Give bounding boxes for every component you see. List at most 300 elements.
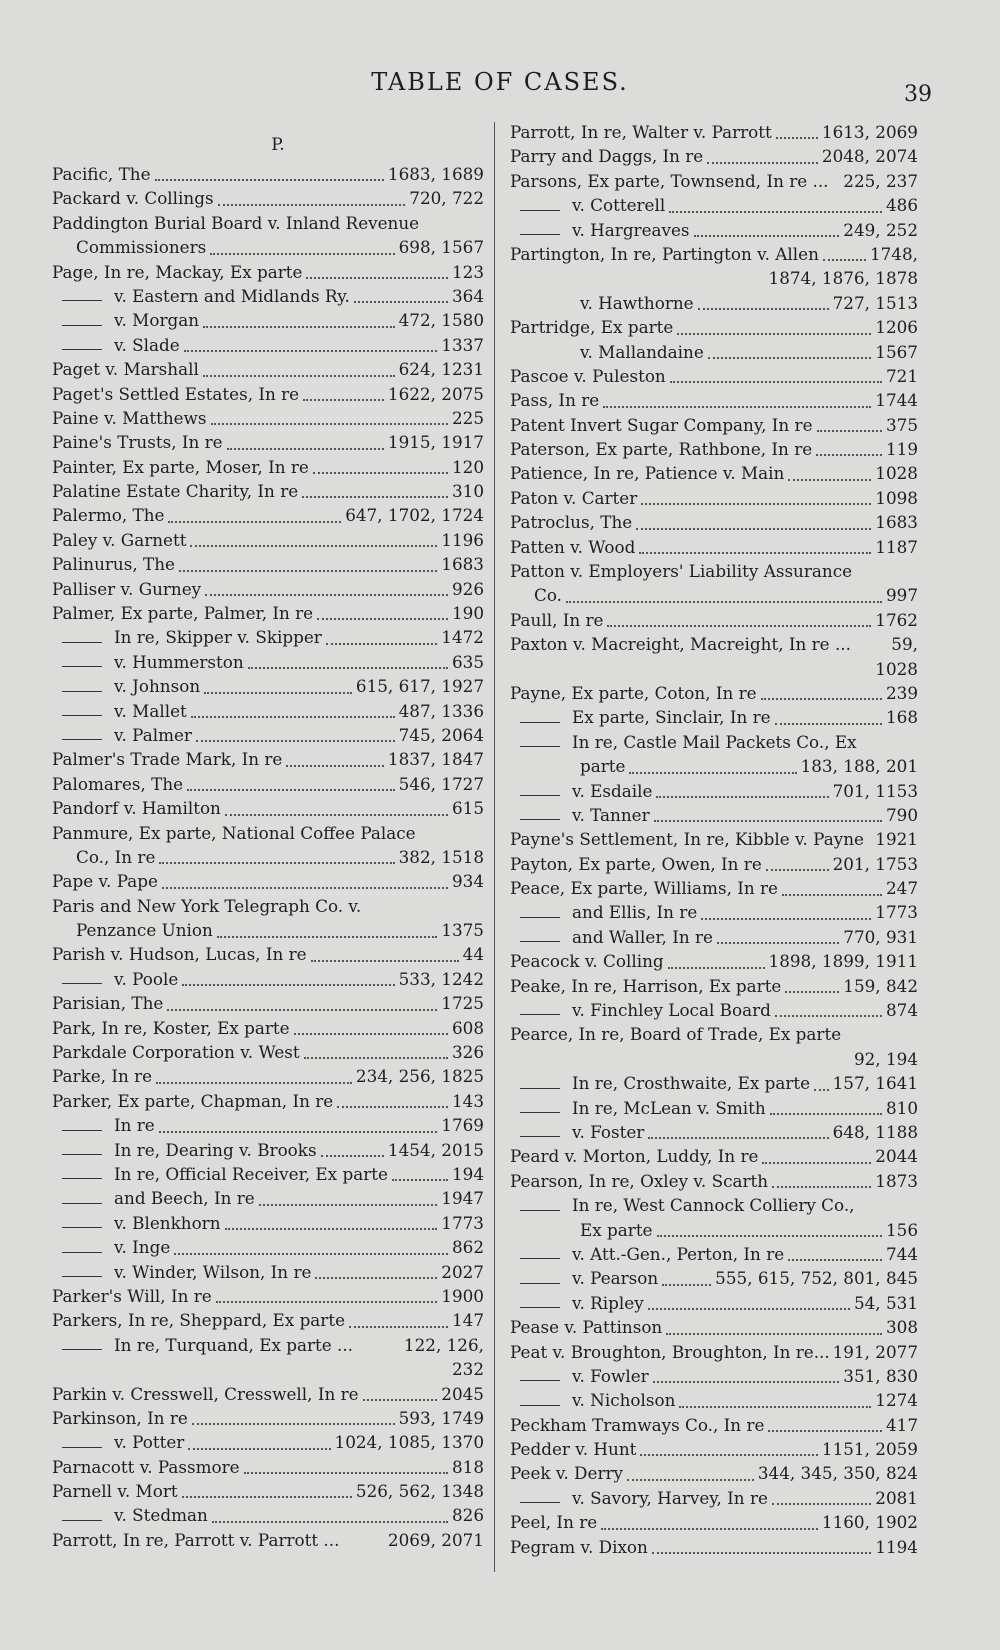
page-refs: 720, 722 [409,188,484,209]
case-name: Parish v. Hudson, Lucas, In re [52,944,307,965]
case-entry [52,918,484,942]
ditto-dash [62,1154,102,1155]
ditto-dash [62,1520,102,1521]
case-name: Parry and Daggs, In re [510,146,704,167]
ditto-dash [520,1112,560,1113]
page-refs: 698, 1567 [398,237,484,258]
case-name: Paterson, Ex parte, Rathbone, In re [510,439,813,460]
dot-leader [313,472,448,474]
left-case-list [52,162,484,1552]
case-name: Parisian, The [52,993,164,1014]
case-entry [52,357,484,381]
case-name: Payton, Ex parte, Owen, In re [510,853,762,874]
dot-leader [159,862,394,864]
dot-leader [772,1503,871,1505]
case-name: v. Stedman [114,1505,208,1526]
case-entry [510,1266,918,1290]
case-name: parte [580,756,626,777]
case-name: Palmer's Trade Mark, In re [52,749,283,770]
dot-leader [669,211,882,213]
page-refs: 1622, 2075 [387,383,484,404]
dot-leader [349,1326,448,1328]
case-entry [52,1455,484,1479]
page-refs: 326 [451,1042,484,1063]
case-entry [510,461,918,485]
case-entry [510,1340,918,1364]
case-name: Parnacott v. Passmore [52,1456,240,1477]
case-entry [52,1040,484,1064]
ditto-dash [62,1276,102,1277]
page-refs: 225, 237 [843,170,918,191]
case-name: Parke, In re [52,1066,153,1087]
dot-leader [217,936,437,938]
case-entry [52,1235,484,1259]
ditto-dash [62,1349,102,1350]
page-refs: 375 [885,414,918,435]
page-refs: 818 [451,1456,484,1477]
dot-leader [304,1057,448,1059]
dot-leader [259,1204,438,1206]
dot-leader [652,1552,871,1554]
page-refs: 156 [885,1219,918,1240]
page-refs: 635 [451,651,484,672]
page-refs: 2081 [875,1487,918,1508]
page-refs: 2027 [441,1261,484,1282]
dot-leader [717,942,839,944]
dot-leader [770,1113,882,1115]
case-name: v. Fowler [572,1365,649,1386]
case-entry [52,650,484,674]
dot-leader [326,643,437,645]
case-entry [52,1503,484,1527]
case-entry [510,1047,918,1071]
case-name: Page, In re, Mackay, Ex parte [52,261,303,282]
case-entry [510,1120,918,1144]
page-refs: 168 [885,707,918,728]
case-name: Park, In re, Koster, Ex parte [52,1017,290,1038]
case-name: Peake, In re, Harrison, Ex parte [510,975,782,996]
case-name: v. Potter [114,1432,185,1453]
case-name: Parkinson, In re [52,1407,188,1428]
page-refs: 1762 [875,609,918,630]
page-refs: 1773 [441,1212,484,1233]
dot-leader [775,723,882,725]
case-name: Partridge, Ex parte [510,317,674,338]
case-entry [52,479,484,503]
case-entry [52,772,484,796]
page-refs: 1683 [875,512,918,533]
case-name: Packard v. Collings [52,188,214,209]
ditto-dash [520,1307,560,1308]
case-name: Paton v. Carter [510,487,638,508]
ditto-dash [62,666,102,667]
dot-leader [694,235,840,237]
dot-leader [216,1301,438,1303]
page-refs: 533, 1242 [398,968,484,989]
ditto-dash [520,234,560,235]
case-entry [510,1144,918,1168]
case-entry [510,1315,918,1339]
page-refs: 1567 [875,341,918,362]
ditto-dash [62,1227,102,1228]
dot-leader [666,1333,882,1335]
dot-leader [294,1033,448,1035]
case-name: Paxton v. Macreight, Macreight, In re ... [510,634,851,655]
page-refs: 147 [451,1310,484,1331]
ditto-dash [520,210,560,211]
dot-leader [211,423,448,425]
case-entry [52,674,484,698]
case-entry [510,364,918,388]
running-header-title: TABLE OF CASES. [371,68,629,96]
case-name: Patent Invert Sugar Company, In re [510,414,813,435]
dot-leader [190,545,437,547]
page-refs: 874 [885,1000,918,1021]
case-entry [52,869,484,893]
case-entry [52,162,484,186]
case-name: v. Inge [114,1237,171,1258]
case-name: In re, Turquand, Ex parte ... [114,1334,354,1355]
dot-leader [212,1521,448,1523]
page-refs: 1098 [875,487,918,508]
page-refs: 608 [451,1017,484,1038]
case-name: v. Winder, Wilson, In re [114,1261,312,1282]
case-name: v. Tanner [572,804,650,825]
dot-leader [317,618,448,620]
case-entry [510,291,918,315]
ditto-dash [62,300,102,301]
case-name: Parrott, In re, Walter v. Parrott [510,121,772,142]
case-entry [52,1528,484,1552]
case-name: Paine v. Matthews [52,407,207,428]
case-name: v. Johnson [114,676,201,697]
case-name: Palliser v. Gurney [52,578,202,599]
case-entry [510,1486,918,1510]
page-refs: 486 [885,195,918,216]
case-name: v. Foster [572,1122,645,1142]
page-refs: 1837, 1847 [387,749,484,770]
dot-leader [244,1472,448,1474]
case-entry [510,1169,918,1193]
case-name: In re, Castle Mail Packets Co., Ex [572,731,857,752]
dot-leader [640,1454,818,1456]
case-entry [510,779,918,803]
page-refs: 615 [451,798,484,819]
case-entry [52,577,484,601]
page-refs: 1194 [875,1536,918,1557]
case-entry [52,1406,484,1430]
page-refs: 1898, 1899, 1911 [768,951,918,972]
page-refs: 2044 [875,1146,918,1167]
page-refs: 44 [462,944,484,965]
case-name: Paine's Trusts, In re [52,432,223,453]
case-entry [510,1364,918,1388]
dot-leader [776,137,818,139]
case-name: Co., In re [76,846,156,867]
case-name: v. Hummerston [114,651,244,672]
page-refs: 239 [885,682,918,703]
case-name: Pease v. Pattinson [510,1317,663,1338]
case-entry [510,803,918,827]
case-name: In re, McLean v. Smith [572,1097,766,1118]
case-entry [510,144,918,168]
dot-leader [668,967,765,969]
case-name: Co. [534,585,562,606]
page-refs: 123 [451,261,484,282]
case-entry [52,699,484,723]
dot-leader [168,521,341,523]
dot-leader [167,1009,437,1011]
page-refs: 351, 830 [843,1365,918,1386]
dot-leader [782,894,882,896]
case-entry [510,1193,918,1217]
page-refs: 770, 931 [843,926,918,947]
page-refs: 1187 [875,536,918,557]
ditto-dash [520,1210,560,1211]
page-refs: 1683 [441,554,484,575]
dot-leader [196,740,395,742]
case-entry [52,796,484,820]
page-refs: 1160, 1902 [821,1512,918,1533]
page-refs: 59, [891,634,918,655]
case-entry [510,1096,918,1120]
page-refs: 183, 188, 201 [800,756,918,777]
case-name: Peat v. Broughton, Broughton, In re... [510,1341,830,1362]
page-refs: 744 [885,1243,918,1264]
dot-leader [210,253,394,255]
dot-leader [188,1448,330,1450]
page-refs: 92, 194 [853,1048,918,1069]
page-refs: 364 [451,285,484,306]
case-entry [52,1064,484,1088]
case-entry [510,1413,918,1437]
case-name: Patten v. Wood [510,536,636,557]
ditto-dash [62,983,102,984]
case-entry [510,413,918,437]
page-refs: 2045 [441,1383,484,1404]
case-entry [52,1089,484,1113]
case-entry [510,730,918,754]
dot-leader [679,1406,871,1408]
page-refs: 382, 1518 [398,846,484,867]
page-refs: 1024, 1085, 1370 [334,1432,484,1453]
page-refs: 826 [451,1505,484,1526]
ditto-dash [520,1405,560,1406]
case-name: and Beech, In re [114,1188,255,1209]
case-entry [52,1186,484,1210]
case-entry [510,583,918,607]
ditto-dash [62,325,102,326]
case-name: Pedder v. Hunt [510,1439,637,1460]
page-refs: 624, 1231 [398,359,484,380]
ditto-dash [62,1252,102,1253]
dot-leader [303,399,384,401]
case-name: Palermo, The [52,505,165,526]
case-entry [52,991,484,1015]
dot-leader [156,1082,352,1084]
case-entry [510,876,918,900]
dot-leader [306,277,448,279]
case-entry [510,193,918,217]
dot-leader [761,698,882,700]
case-entry [52,1162,484,1186]
page-refs: 1206 [875,317,918,338]
dot-leader [315,1277,437,1279]
dot-leader [184,350,438,352]
case-name: Paddington Burial Board v. Inland Revenue [52,212,420,233]
dot-leader [302,496,448,498]
case-name: Partington, In re, Partington v. Allen [510,243,819,264]
case-entry [52,552,484,576]
case-entry [510,266,918,290]
case-entry [52,333,484,357]
case-name: Ex parte, Sinclair, In re [572,707,771,728]
case-entry [510,388,918,412]
case-name: Paull, In re [510,609,604,630]
dot-leader [248,667,448,669]
case-name: Painter, Ex parte, Moser, In re [52,456,309,477]
dot-leader [788,479,871,481]
page-refs: 790 [885,804,918,825]
case-entry [52,1138,484,1162]
dot-leader [707,162,818,164]
case-entry [52,1333,484,1357]
case-entry [52,625,484,649]
case-name: Pegram v. Dixon [510,1536,648,1557]
dot-leader [601,1528,818,1530]
dot-leader [817,430,882,432]
page-refs: 555, 615, 752, 801, 845 [715,1268,918,1289]
page-refs: 143 [451,1090,484,1111]
dot-leader [639,552,871,554]
dot-leader [641,503,871,505]
case-name: v. Ripley [572,1292,644,1313]
case-name: v. Palmer [114,724,192,745]
case-name: In re, Crosthwaite, Ex parte [572,1073,811,1094]
case-entry [52,1357,484,1381]
page-refs: 54, 531 [853,1292,918,1313]
page-refs: 225 [451,407,484,428]
case-entry [52,406,484,430]
page-refs: 701, 1153 [832,780,918,801]
case-name: and Ellis, In re [572,902,698,923]
case-entry [52,284,484,308]
case-name: Peek v. Derry [510,1463,623,1484]
case-entry [52,430,484,454]
page-refs: 122, 126, [403,1334,484,1355]
case-name: Palomares, The [52,773,184,794]
case-entry [52,503,484,527]
dot-leader [155,179,384,181]
case-name: Parker's Will, In re [52,1285,212,1306]
case-name: v. Cotterell [572,195,666,216]
dot-leader [354,301,448,303]
dot-leader [187,789,394,791]
ditto-dash [520,1283,560,1284]
case-name: In re, Skipper v. Skipper [114,627,322,648]
dot-leader [662,1284,711,1286]
ditto-dash [62,715,102,716]
case-entry [510,242,918,266]
page-number: 39 [904,82,932,107]
dot-leader [814,1089,829,1091]
case-entry [52,1284,484,1308]
dot-leader [225,814,448,816]
case-entry [510,437,918,461]
case-name: Patton v. Employers' Liability Assurance [510,561,853,582]
dot-leader [657,1235,882,1237]
case-name: Peacock v. Colling [510,951,664,972]
case-entry [510,218,918,242]
case-entry [510,340,918,364]
dot-leader [762,1162,871,1164]
case-entry [510,827,918,851]
page-refs: 1454, 2015 [387,1139,484,1160]
case-name: Ex parte [580,1219,653,1240]
case-entry [510,1291,918,1315]
dot-leader [363,1399,438,1401]
dot-leader [566,601,882,603]
dot-leader [203,326,395,328]
page-refs: 615, 617, 1927 [355,676,484,697]
page-refs: 1773 [875,902,918,923]
case-name: Palinurus, The [52,554,175,575]
page-refs: 159, 842 [843,975,918,996]
ditto-dash [62,1178,102,1179]
case-entry [52,1479,484,1503]
page-refs: 1375 [441,920,484,941]
page-refs: 201, 1753 [832,853,918,874]
case-entry [52,211,484,235]
page-refs: 1196 [441,529,484,550]
dot-leader [656,796,828,798]
dot-leader [286,765,384,767]
case-entry [510,1461,918,1485]
case-name: In re [114,1115,155,1136]
dot-leader [627,1479,754,1481]
case-entry [52,382,484,406]
page-refs: 648, 1188 [832,1122,918,1142]
ditto-dash [520,722,560,723]
case-entry [52,1211,484,1235]
case-name: Palatine Estate Charity, In re [52,481,299,502]
case-entry [510,169,918,193]
case-name: Peard v. Morton, Luddy, In re [510,1146,759,1167]
case-name: v. Esdaile [572,780,653,801]
case-name: v. Mallandaine [580,341,704,362]
dot-leader [785,991,839,993]
case-entry [52,260,484,284]
ditto-dash [520,746,560,747]
dot-leader [204,692,352,694]
case-entry [510,535,918,559]
ditto-dash [62,1203,102,1204]
case-name: Payne's Settlement, In re, Kibble v. Payne [510,829,864,850]
case-name: Pass, In re [510,390,600,411]
case-name: v. Pearson [572,1268,659,1289]
page-refs: 1274 [875,1390,918,1411]
case-name: Peace, Ex parte, Williams, In re [510,878,778,899]
page-refs: 1028 [875,463,918,484]
case-entry [510,1510,918,1534]
case-name: Parkers, In re, Sheppard, Ex parte [52,1310,346,1331]
ditto-dash [62,1447,102,1448]
page-refs: 1028 [875,658,918,679]
page-refs: 810 [885,1097,918,1118]
case-entry [52,943,484,967]
case-entry [510,657,918,681]
page-refs: 997 [885,585,918,606]
